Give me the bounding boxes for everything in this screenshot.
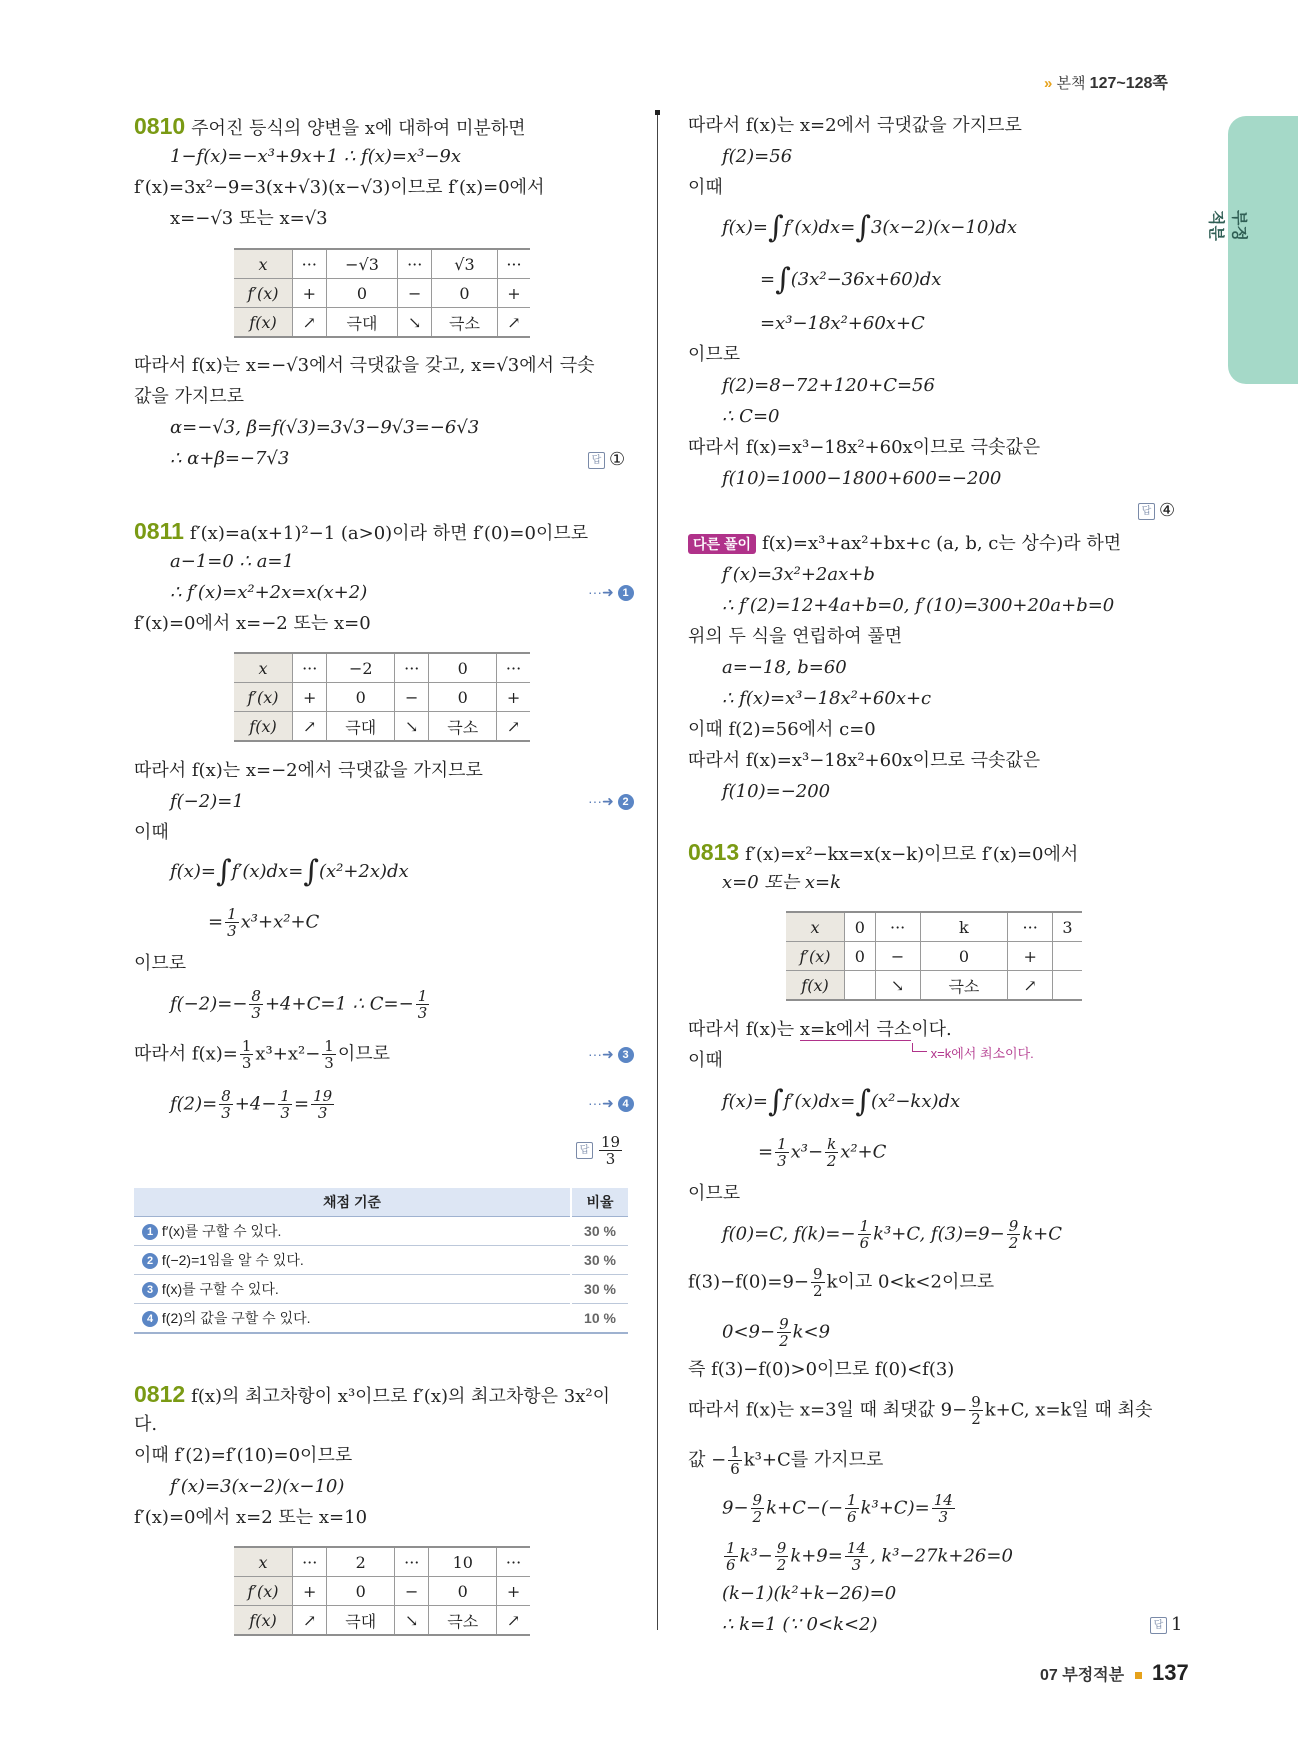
roots-line: f′(x)=0에서 x=−2 또는 x=0	[134, 613, 371, 634]
value-line: f(−2)=1	[170, 791, 244, 812]
integral-sign: ∫	[855, 1084, 871, 1119]
step-3-icon: 3	[142, 1282, 158, 1298]
answer-icon: 답	[1150, 1617, 1167, 1634]
problem-0812-line-1: 0812 f(x)의 최고차항이 x³이므로 f′(x)의 최고차항은 3x²이	[134, 1381, 610, 1407]
derivative-line: f′(x)=3(x−2)(x−10)	[170, 1476, 345, 1497]
fraction: $\frac{8}{3}$	[251, 987, 261, 1022]
alpha-beta-line: α=−√3, β=f(√3)=3√3−9√3=−6√3	[170, 417, 480, 438]
integral-sign: ∫	[775, 262, 791, 297]
fraction: $\frac{1}{3}$	[777, 1135, 787, 1170]
page-number: 137	[1151, 1660, 1189, 1685]
integral-line: f(x)=∫f′(x)dx=∫(x²+2x)dx	[170, 854, 409, 889]
step-ref-3: ···➜ 3	[588, 1046, 634, 1063]
answer-0811	[576, 1134, 624, 1167]
text-line: 이므로	[688, 344, 741, 365]
text-line: 이때 f′(2)=f′(10)=0이므로	[134, 1445, 353, 1466]
fraction: $\frac{9}{2}$	[813, 1265, 823, 1300]
constant-result: ∴ C=0	[722, 406, 780, 427]
fraction: $\frac{9}{2}$	[1008, 1217, 1019, 1252]
text-line: 이때	[688, 1050, 723, 1071]
problem-0813-line-1: 0813 f′(x)=x²−kx=x(x−k)이므로 f′(x)=0에서	[688, 839, 1079, 865]
comparison-line: 즉 f(3)−f(0)>0이므로 f(0)<f(3)	[688, 1359, 955, 1380]
fraction: $\frac{1}{3}$	[324, 1037, 334, 1072]
fraction: $\frac{8}{3}$	[221, 1087, 231, 1122]
chapter-number: 07	[1183, 146, 1232, 195]
footer-square-icon	[1135, 1672, 1142, 1679]
fraction: $\frac{14}{3}$	[846, 1539, 866, 1574]
values-line: f(0)=C, f(k)=− $\frac{1}{6}$ k³+C, f(3)=9− $\frac{9}{2}$ k+C	[722, 1217, 1063, 1252]
equation-line: $\frac{1}{6}$ k³− $\frac{9}{2}$ k+9= $\frac{14}{3}$ , k³−27k+26=0	[726, 1539, 1013, 1574]
answer-0812: 답 ④	[1138, 500, 1175, 521]
integral-line: f(x)=∫f′(x)dx=∫3(x−2)(x−10)dx	[722, 210, 1017, 245]
step-4-icon: 4	[142, 1311, 158, 1327]
alt-line: f(10)=−200	[722, 781, 831, 802]
sign-table: x ··· 2 ··· 10 ··· f′(x) + 0 − 0 + f(x) ↗ 극대 ↘ 극소 ↗	[234, 1546, 530, 1636]
step-ref-4: ···➜ 4	[588, 1095, 634, 1112]
equation-line: 9− $\frac{9}{2}$ k+C−(− $\frac{1}{6}$ k³+C)= $\frac{14}{3}$	[722, 1491, 953, 1526]
answer-icon: 답	[588, 452, 605, 469]
fraction: $\frac{1}{6}$	[726, 1539, 736, 1574]
fraction: $\frac{9}{2}$	[971, 1393, 981, 1428]
fraction: $\frac{1}{3}$	[227, 905, 237, 940]
alternate-solution-line-1: 다른 풀이 f(x)=x³+ax²+bx+c (a, b, c는 상수)라 하면	[688, 530, 1121, 558]
roots-line: x=0 또는 x=k	[722, 872, 842, 893]
answer-0813: 답 1	[1150, 1614, 1182, 1635]
result-line: f(2)= $\frac{8}{3}$ +4− $\frac{1}{3}$ = $\frac{19}{3}$	[170, 1087, 333, 1122]
derivative-line: ∴ f′(x)=x²+2x=x(x+2)	[170, 582, 368, 603]
derivative-line: f′(x)=3x²−9=3(x+√3)(x−√3)이므로 f′(x)=0에서	[134, 177, 545, 198]
inequality-line: 0<9− $\frac{9}{2}$ k<9	[722, 1315, 831, 1350]
fraction: $\frac{k}{2}$	[826, 1135, 837, 1170]
fraction: $\frac{1}{3}$	[280, 1087, 290, 1122]
problem-number: 0812	[134, 1381, 186, 1407]
sign-table: x ··· −2 ··· 0 ··· f′(x) + 0 − 0 + f(x) ↗ 극대 ↘ 극소 ↗	[234, 652, 530, 742]
problem-number: 0810	[134, 113, 186, 139]
criteria-row: 2 f(−2)=1임을 알 수 있다. 30 %	[134, 1246, 628, 1275]
text-line: 이때	[688, 177, 723, 198]
function-line: 따라서 f(x)= $\frac{1}{3}$ x³+x²− $\frac{1}{3}$ 이므로	[134, 1037, 390, 1072]
alt-line: 위의 두 식을 연립하여 풀면	[688, 626, 903, 647]
criteria-row: 3 f(x)를 구할 수 있다. 30 %	[134, 1275, 628, 1304]
reference-pages: 127~128쪽	[1089, 75, 1168, 92]
step-2-icon: 2	[618, 794, 634, 810]
alt-line: 이때 f(2)=56에서 c=0	[688, 719, 876, 740]
integral-line: f(x)=∫f′(x)dx=∫(x²−kx)dx	[722, 1084, 961, 1119]
problem-0810-line-1: 0810 주어진 등식의 양변을 x에 대하여 미분하면	[134, 113, 526, 139]
conclusion-line-2: 값 − $\frac{1}{6}$ k³+C를 가지므로	[688, 1443, 884, 1478]
fraction: $\frac{14}{3}$	[933, 1491, 953, 1526]
fraction: $\frac{9}{2}$	[752, 1491, 763, 1526]
integral-sign: ∫	[855, 210, 871, 245]
equation: 1−f(x)=−x³+9x+1 ∴ f(x)=x³−9x	[170, 146, 462, 167]
step-1-icon: 1	[142, 1224, 158, 1240]
text-line: 이므로	[134, 953, 187, 974]
step-2-icon: 2	[142, 1253, 158, 1269]
conclusion-line: 따라서 f(x)는 x=−2에서 극댓값을 가지므로	[134, 760, 483, 781]
step-3-icon: 3	[618, 1047, 634, 1063]
reference-prefix: 본책	[1056, 75, 1086, 92]
roots-line: f′(x)=0에서 x=2 또는 x=10	[134, 1507, 368, 1528]
underlined-phrase: x=k에서 극소	[799, 1019, 912, 1040]
sign-table: x 0 ··· k ··· 3 f′(x) 0 − 0 + f(x) ↘ 극소 ↗	[786, 911, 1082, 1001]
fraction: $\frac{1}{6}$	[847, 1491, 857, 1526]
step-ref-2: ···➜ 2	[588, 793, 634, 810]
fraction: $\frac{19}{3}$	[313, 1087, 333, 1122]
alt-line: ∴ f(x)=x³−18x²+60x+c	[722, 688, 932, 709]
alternate-solution-tag: 다른 풀이	[688, 534, 756, 554]
criteria-row: 1 f′(x)를 구할 수 있다. 30 %	[134, 1217, 628, 1246]
step-1-icon: 1	[618, 585, 634, 601]
text-line: 이므로	[688, 1183, 741, 1204]
result-line: ∴ k=1 (∵ 0<k<2)	[722, 1614, 878, 1635]
conclusion-line: 따라서 f(x)는 x=3일 때 최댓값 9− $\frac{9}{2}$ k+C, x=k일 때 최솟	[688, 1393, 1153, 1428]
column-divider	[657, 112, 658, 1630]
factor-line: (k−1)(k²+k−26)=0	[722, 1583, 897, 1604]
conclusion-line: 따라서 f(x)=x³−18x²+60x이므로 극솟값은	[688, 437, 1041, 458]
integral-sign: ∫	[767, 210, 784, 245]
step-4-icon: 4	[618, 1096, 634, 1112]
fraction: $\frac{9}{2}$	[779, 1315, 789, 1350]
alt-line: ∴ f′(2)=12+4a+b=0, f′(10)=300+20a+b=0	[722, 595, 1115, 616]
problem-number: 0813	[688, 839, 740, 865]
answer-icon: 답	[1138, 503, 1155, 520]
divider-marker	[655, 110, 660, 115]
conclusion-line: 따라서 f(x)는 x=2에서 극댓값을 가지므로	[688, 115, 1022, 136]
chapter-title: 부정적분	[1207, 210, 1247, 241]
conclusion-line: 따라서 f(x)는 x=−√3에서 극댓값을 갖고, x=√3에서 극솟	[134, 355, 595, 376]
sum-line: ∴ α+β=−7√3	[170, 448, 290, 469]
fraction: $\frac{1}{3}$	[241, 1037, 252, 1072]
sign-table: x ··· −√3 ··· √3 ··· f′(x) + 0 − 0 + f(x) ↗ 극대 ↘ 극소 ↗	[234, 248, 530, 338]
fraction: $\frac{19}{3}$	[601, 1133, 621, 1168]
scoring-criteria-table: 채점 기준 비율 1 f′(x)를 구할 수 있다. 30 % 2 f(−2)=1임을 알 수 있다. 30 % 3 f(x)를 구할 수 있다. 30 % 4 f(2)의 값을 구할 수 있다. 10 %	[134, 1188, 628, 1334]
footer-chapter: 07 부정적분	[1040, 1667, 1125, 1684]
fraction: $\frac{1}{6}$	[859, 1217, 870, 1252]
page-footer	[1040, 1660, 1189, 1686]
text-line: 다.	[134, 1414, 158, 1435]
alt-line: 따라서 f(x)=x³−18x²+60x이므로 극솟값은	[688, 750, 1041, 771]
margin-note: x=k에서 최소이다.	[912, 1043, 1034, 1062]
page-reference: » 본책 127~128쪽	[1044, 75, 1168, 92]
alt-line: a=−18, b=60	[722, 657, 847, 678]
conclusion-line: 따라서 f(x)는 x=k에서 극소이다.	[688, 1019, 952, 1040]
alt-line: f′(x)=3x²+2ax+b	[722, 564, 875, 585]
criteria-row: 4 f(2)의 값을 구할 수 있다. 10 %	[134, 1304, 628, 1334]
problem-number: 0811	[134, 518, 184, 544]
equation: a−1=0 ∴ a=1	[170, 551, 294, 572]
integral-result: = $\frac{1}{3}$ x³+x²+C	[208, 905, 320, 940]
fraction: $\frac{1}{6}$	[730, 1443, 740, 1478]
integral-result: =x³−18x²+60x+C	[760, 313, 925, 334]
answer-icon: 답	[576, 1142, 593, 1159]
step-ref-1: ···➜ 1	[588, 584, 634, 601]
fraction: $\frac{9}{2}$	[776, 1539, 787, 1574]
fraction: $\frac{1}{3}$	[417, 987, 428, 1022]
integral-sign: ∫	[215, 854, 232, 889]
text-line: 이때	[134, 822, 169, 843]
integral-result: = $\frac{1}{3}$ x³− $\frac{k}{2}$ x²+C	[758, 1135, 887, 1170]
integral-sign: ∫	[303, 854, 319, 889]
problem-0811-line-1: 0811 f′(x)=a(x+1)²−1 (a>0)이라 하면 f′(0)=0이므로	[134, 518, 589, 544]
constant-line: f(2)=8−72+120+C=56	[722, 375, 935, 396]
answer-0810: 답 ①	[588, 449, 625, 470]
conclusion-line-2: 값을 가지므로	[134, 386, 245, 407]
integral-expand: =∫(3x²−36x+60)dx	[760, 262, 942, 297]
value-line: f(2)=56	[722, 146, 793, 167]
integral-sign: ∫	[767, 1084, 784, 1119]
constant-line: f(−2)=− $\frac{8}{3}$ +4+C=1 ∴ C=− $\frac{1}{3}$	[170, 987, 428, 1022]
roots-line: x=−√3 또는 x=√3	[170, 208, 328, 229]
difference-line: f(3)−f(0)=9− $\frac{9}{2}$ k이고 0<k<2이므로	[688, 1265, 995, 1300]
min-value-line: f(10)=1000−1800+600=−200	[722, 468, 1002, 489]
